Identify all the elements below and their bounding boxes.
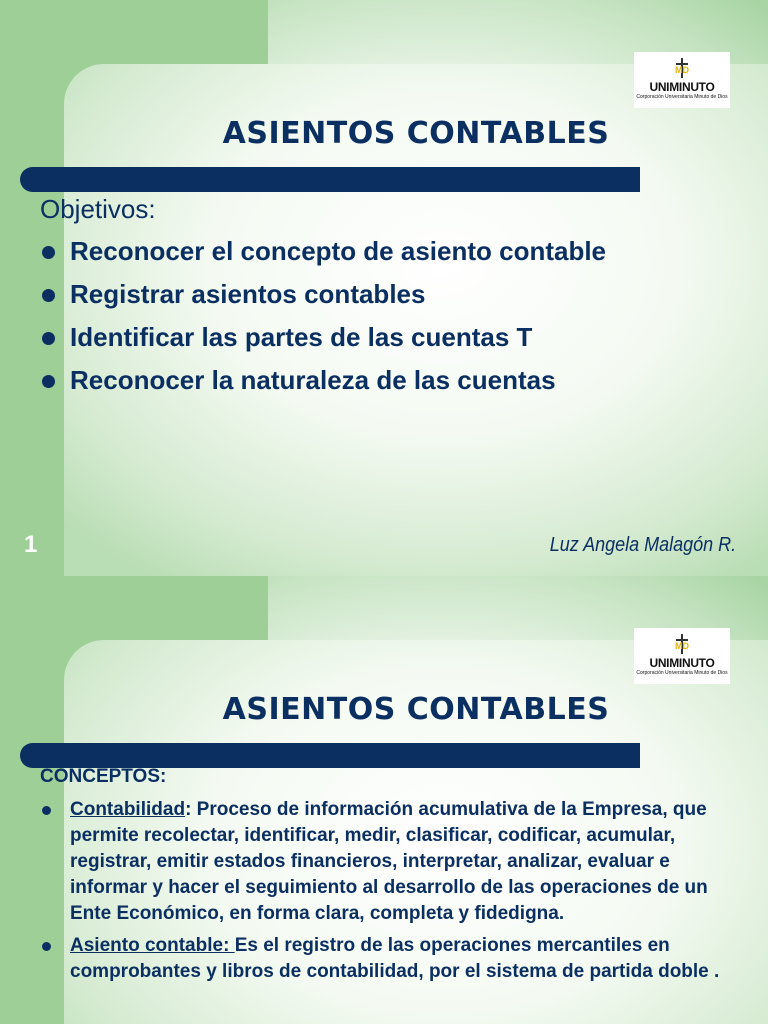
- svg-text:MD: MD: [675, 65, 689, 75]
- logo-subtitle: Corporación Universitaria Minuto de Dios: [636, 670, 728, 676]
- bullet-icon: [42, 942, 51, 951]
- objective-text: Reconocer la naturaleza de las cuentas: [70, 365, 556, 395]
- list-item: [40, 797, 740, 927]
- uniminuto-logo: [634, 52, 730, 108]
- svg-text:MD: MD: [675, 641, 689, 651]
- logo-subtitle: Corporación Universitaria Minuto de Dios: [636, 94, 728, 100]
- list-item: [40, 236, 606, 279]
- title-divider-bar: [20, 743, 640, 768]
- concepts-list: [40, 797, 740, 991]
- bullet-icon: [42, 806, 51, 815]
- list-item: [40, 279, 606, 322]
- uniminuto-logo: [634, 628, 730, 684]
- concept-term: Asiento contable:: [70, 935, 235, 956]
- objectives-list: [40, 236, 606, 408]
- bullet-icon: [42, 375, 55, 388]
- slide-2: [0, 576, 768, 1024]
- logo-name: UNIMINUTO: [649, 656, 715, 670]
- logo-name: UNIMINUTO: [649, 80, 715, 94]
- list-item: [40, 365, 606, 408]
- objective-text: Identificar las partes de las cuentas T: [70, 322, 533, 352]
- objective-text: Registrar asientos contables: [70, 279, 426, 309]
- objective-text: Reconocer el concepto de asiento contable: [70, 236, 607, 266]
- concept-definition: Es el registro de las operaciones mercantiles en comprobantes y libros de contabilidad, por el sistema de partida doble .: [70, 935, 720, 982]
- concept-term: Contabilidad: [70, 799, 186, 820]
- logo-mark-icon: [672, 58, 692, 78]
- concept-definition: Proceso de información acumulativa de la Empresa, que permite recolectar, identificar, medir, clasificar, codificar, acumular, registrar, emitir estados financieros, interpretar, analizar, evaluar e informar y hacer el seguimiento al desarrollo de las operaciones de un Ente Económico, en forma clara, completa y fidedigna.: [70, 799, 708, 924]
- slide-number: 1: [24, 531, 38, 558]
- objectives-heading: Objetivos:: [40, 194, 156, 224]
- author-name: Luz Angela Malagón R.: [549, 534, 736, 556]
- list-item: [40, 933, 740, 985]
- slide-title: ASIENTOS CONTABLES: [222, 116, 610, 151]
- concept-separator: :: [185, 799, 197, 820]
- concepts-heading: CONCEPTOS:: [40, 766, 167, 787]
- logo-mark-icon: [672, 634, 692, 654]
- bullet-icon: [42, 332, 55, 345]
- bullet-icon: [42, 289, 55, 302]
- list-item: [40, 322, 606, 365]
- bullet-icon: [42, 246, 55, 259]
- slide-title: ASIENTOS CONTABLES: [222, 692, 610, 727]
- title-divider-bar: [20, 167, 640, 192]
